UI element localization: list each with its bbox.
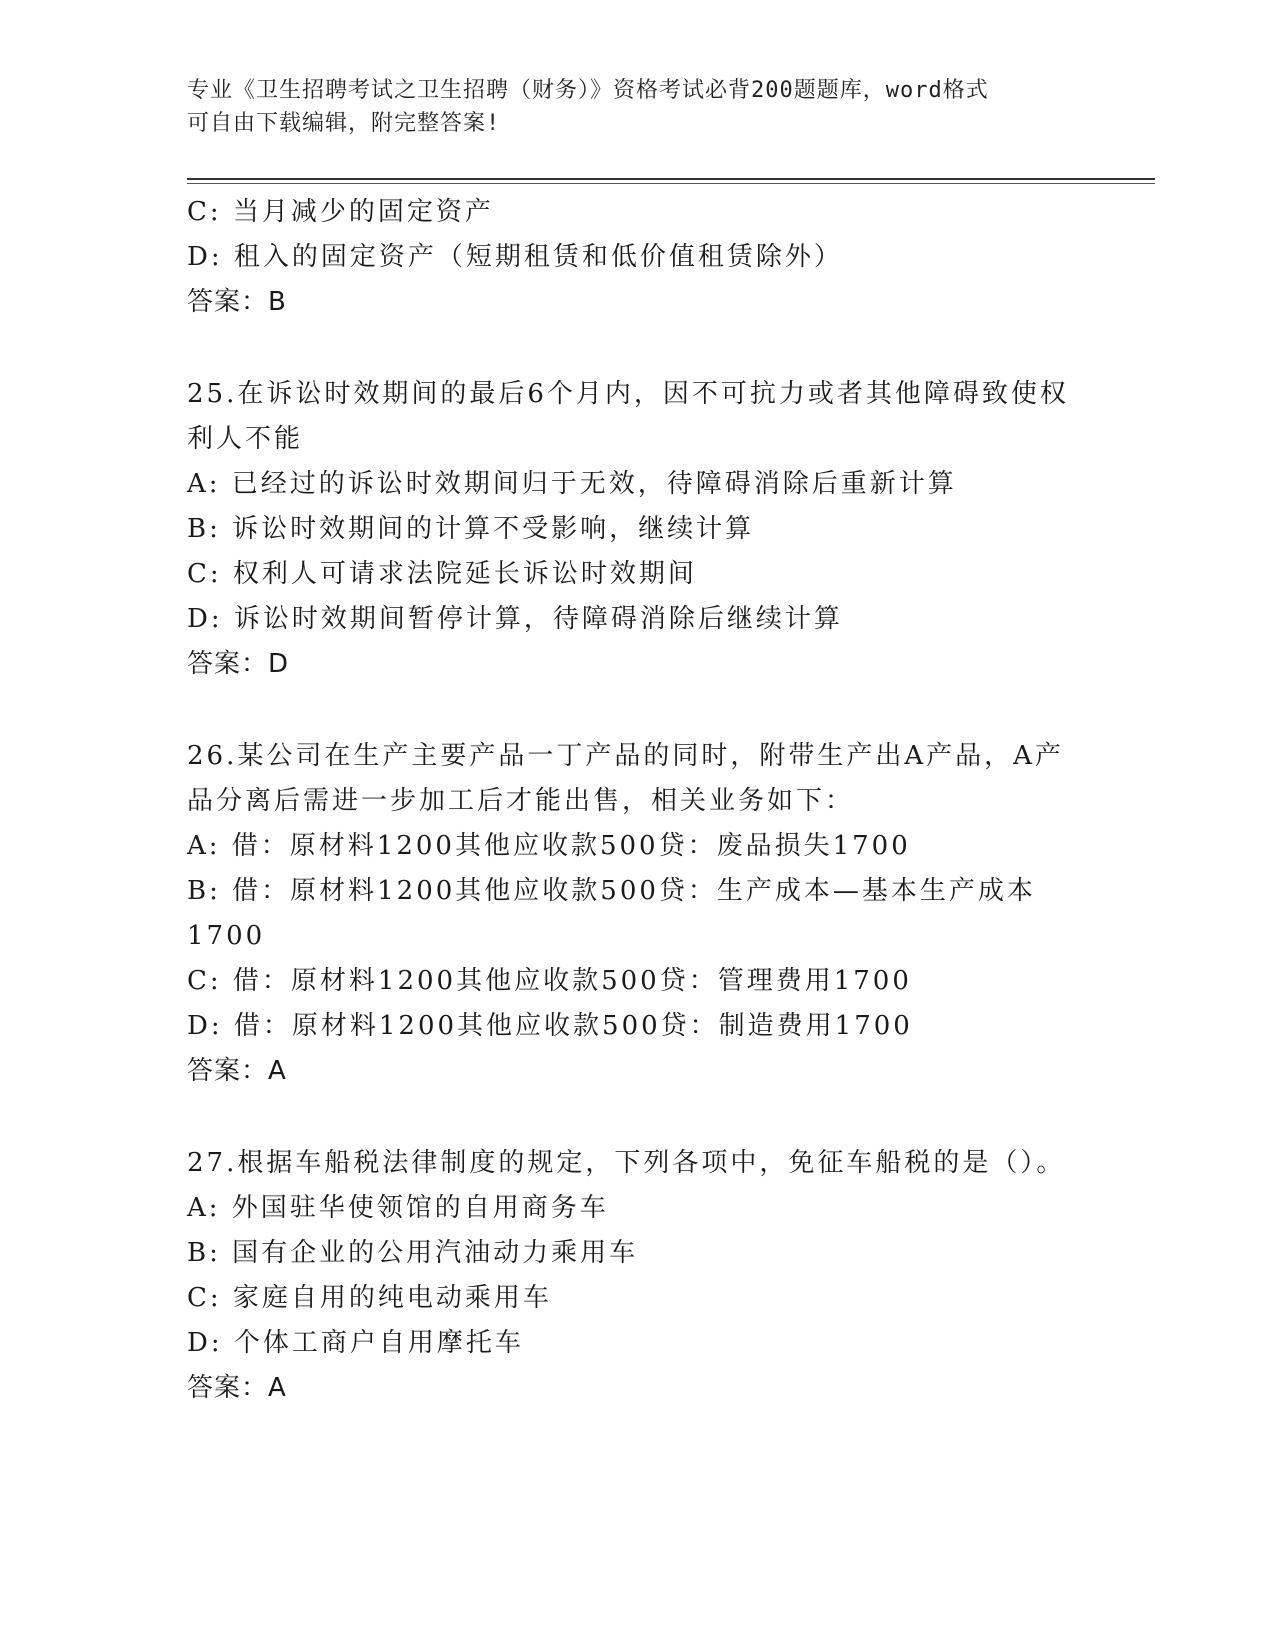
- question-stem-line: 26.某公司在生产主要产品一丁产品的同时，附带生产出A产品，A产: [187, 741, 1064, 771]
- option-b: B: 诉讼时效期间的计算不受影响，继续计算: [187, 514, 755, 544]
- answer-line: 答案：D: [187, 649, 290, 679]
- option-c: C: 家庭自用的纯电动乘用车: [187, 1283, 552, 1313]
- option-d: D: 借：原材料1200其他应收款500贷：制造费用1700: [187, 1011, 913, 1041]
- option-a: A: 外国驻华使领馆的自用商务车: [187, 1193, 609, 1223]
- carryover-block: [187, 190, 1087, 325]
- answer-line: 答案：A: [187, 1056, 287, 1086]
- question-27: [187, 1141, 1087, 1411]
- question-stem-line: 利人不能: [187, 424, 304, 454]
- option-b: B: 国有企业的公用汽油动力乘用车: [187, 1238, 639, 1268]
- answer-line: 答案：A: [187, 1373, 287, 1403]
- question-25: [187, 372, 1087, 687]
- answer-line: 答案：B: [187, 287, 287, 317]
- question-stem-line: 25.在诉讼时效期间的最后6个月内，因不可抗力或者其他障碍致使权: [187, 379, 1069, 409]
- option-c: C: 权利人可请求法院延长诉讼时效期间: [187, 559, 697, 589]
- option-a: A: 已经过的诉讼时效期间归于无效，待障碍消除后重新计算: [187, 469, 957, 499]
- option-b: B: 借：原材料1200其他应收款500贷：生产成本—基本生产成本: [187, 876, 1036, 906]
- page-header: [187, 74, 1087, 140]
- question-stem-line: 品分离后需进一步加工后才能出售，相关业务如下：: [187, 786, 855, 816]
- header-line-1: 专业《卫生招聘考试之卫生招聘（财务）》资格考试必背200题题库，word格式: [187, 78, 989, 103]
- header-divider-thin: [187, 183, 1155, 184]
- option-d: D: 诉讼时效期间暂停计算，待障碍消除后继续计算: [187, 604, 843, 634]
- option-c: C: 当月减少的固定资产: [187, 197, 494, 227]
- document-body: [187, 190, 1087, 1411]
- header-divider-thick: [187, 178, 1155, 180]
- question-stem-line: 27.根据车船税法律制度的规定，下列各项中，免征车船税的是（）。: [187, 1148, 1066, 1178]
- option-d: D: 租入的固定资产（短期租赁和低价值租赁除外）: [187, 242, 843, 272]
- option-a: A: 借：原材料1200其他应收款500贷：废品损失1700: [187, 831, 911, 861]
- header-line-2: 可自由下载编辑，附完整答案!: [187, 111, 501, 136]
- option-b-continued: 1700: [187, 921, 266, 951]
- question-26: [187, 734, 1087, 1094]
- option-d: D: 个体工商户自用摩托车: [187, 1328, 524, 1358]
- option-c: C: 借：原材料1200其他应收款500贷：管理费用1700: [187, 966, 912, 996]
